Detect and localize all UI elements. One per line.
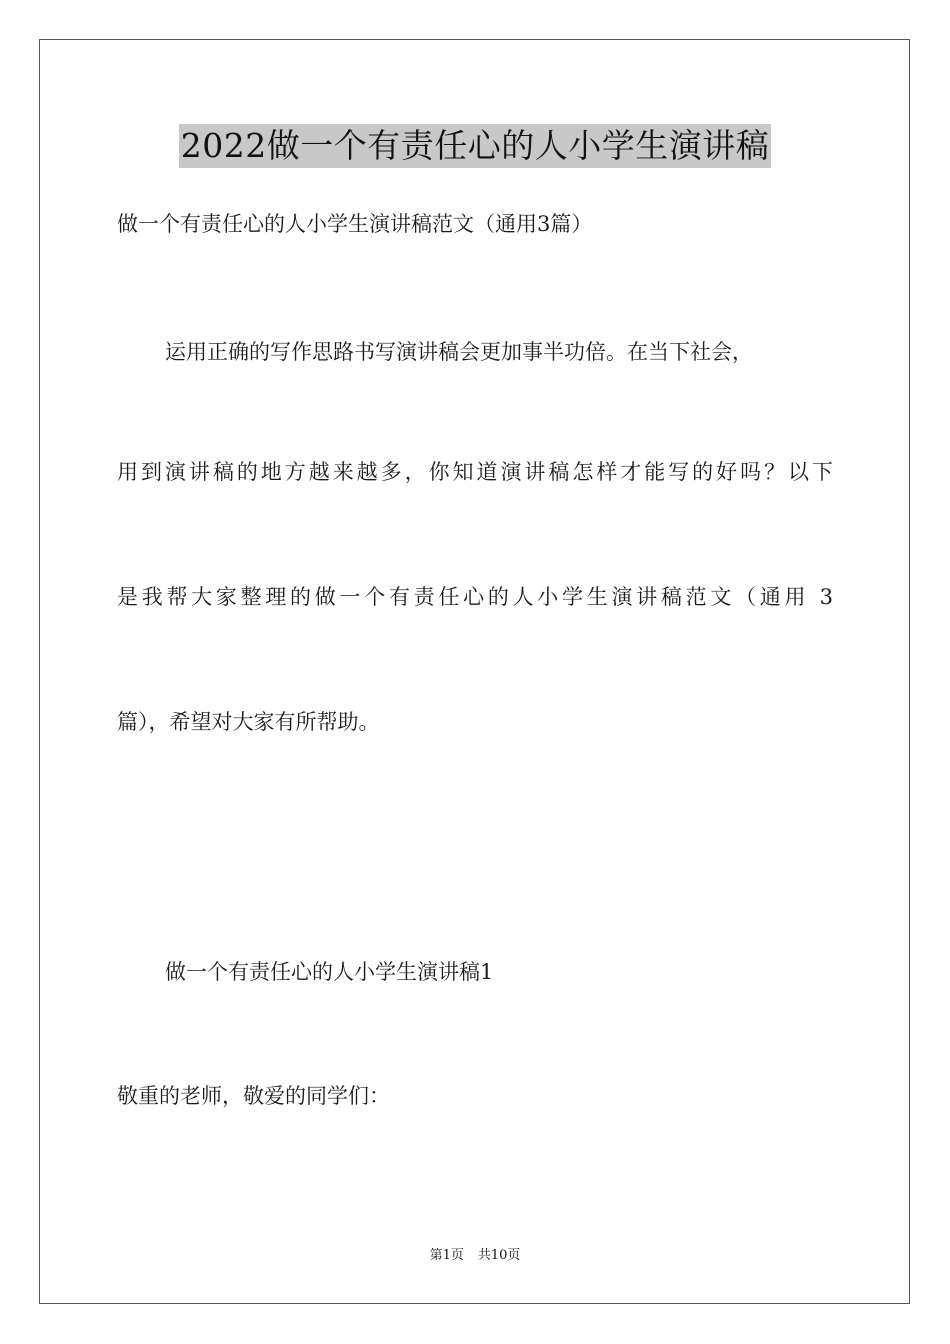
intro-line-2: 用到演讲稿的地方越来越多，你知道演讲稿怎样才能写的好吗？以下	[117, 460, 833, 484]
intro-line-1: 运用正确的写作思路书写演讲稿会更加事半功倍。在当下社会，	[165, 340, 753, 364]
intro-line-4: 篇），希望对大家有所帮助。	[117, 710, 380, 734]
page-total: 共10页	[477, 1248, 521, 1263]
salutation: 敬重的老师，敬爱的同学们：	[117, 1084, 390, 1108]
document-title: 2022做一个有责任心的人小学生演讲稿	[179, 124, 771, 168]
page-footer	[0, 1247, 950, 1265]
section-heading: 做一个有责任心的人小学生演讲稿1	[165, 960, 494, 984]
document-subtitle: 做一个有责任心的人小学生演讲稿范文（通用3篇）	[117, 212, 593, 236]
intro-line-3: 是我帮大家整理的做一个有责任心的人小学生演讲稿范文（通用 3	[117, 585, 833, 609]
page-number: 第1页	[429, 1248, 464, 1263]
title-container	[0, 124, 950, 168]
